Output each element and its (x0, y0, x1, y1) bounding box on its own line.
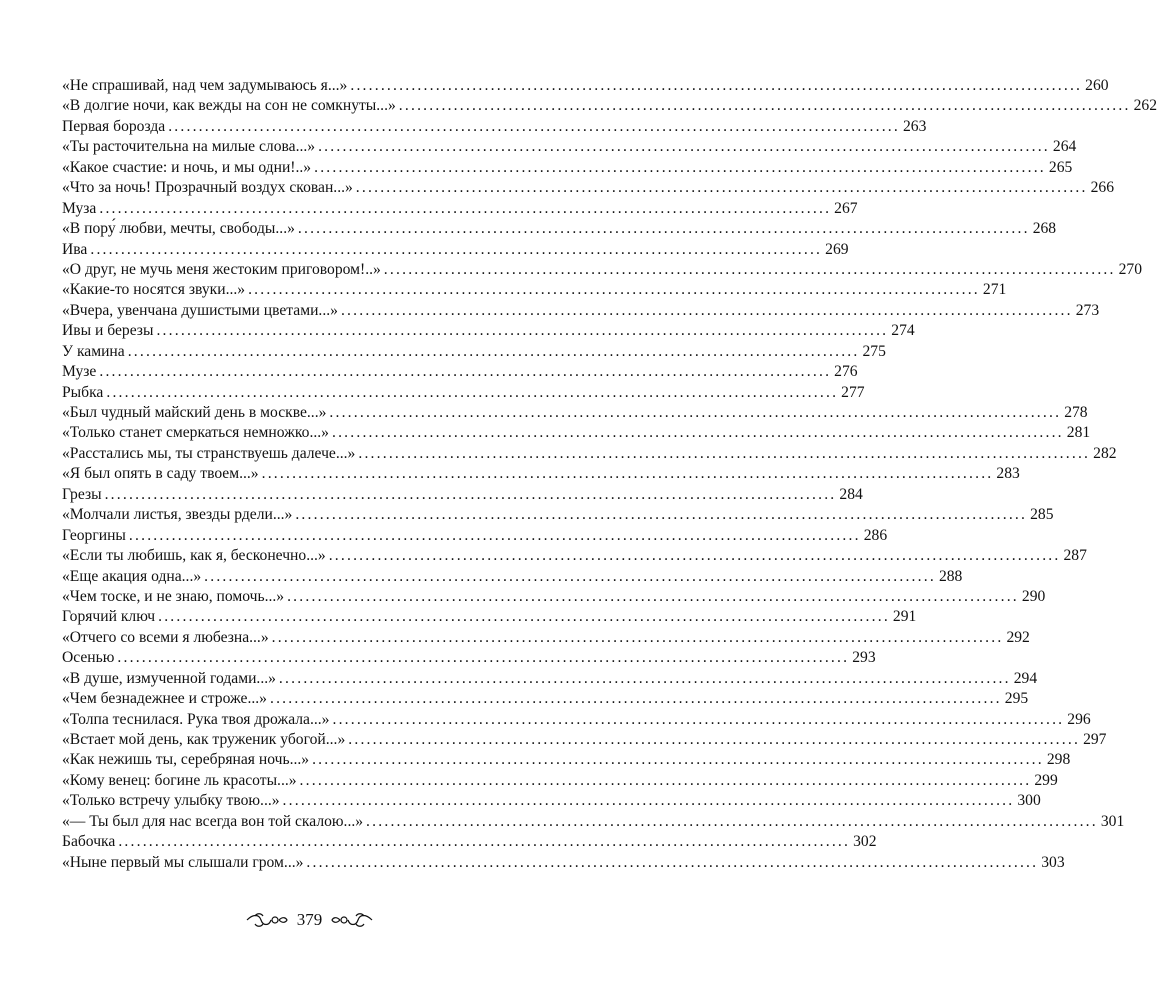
toc-entry (62, 219, 1057, 239)
dot-leader: ........................................................................................................................ (271, 628, 1004, 646)
dot-leader: ........................................................................................................................ (355, 179, 1088, 197)
toc-entry (62, 750, 1071, 770)
toc-entry-title: «Кому венец: богине ль красоты...» (62, 771, 297, 789)
dot-leader: ........................................................................................................................ (350, 77, 1083, 94)
toc-entry-page: 287 (1063, 547, 1087, 565)
toc-entry (62, 76, 1109, 96)
flourish-ornament-icon (330, 912, 374, 928)
toc-entry-page: 266 (1090, 179, 1114, 197)
toc-entry-page: 301 (1100, 812, 1125, 830)
toc-entry (62, 240, 849, 260)
toc-entry-page: 268 (1032, 220, 1057, 238)
toc-entry (62, 526, 888, 546)
dot-leader: ........................................................................................................................ (398, 97, 1131, 115)
toc-entry-title: Музе (62, 363, 97, 381)
toc-entry (62, 812, 1125, 832)
toc-entry-page: 281 (1066, 424, 1091, 442)
dot-leader: ........................................................................................................................ (383, 260, 1116, 278)
toc-entry-title: Грезы (62, 485, 102, 503)
toc-entry-title: «Молчали листья, звезды рдели...» (62, 506, 293, 524)
toc-entry-title: «Чем тоске, и не знаю, помочь...» (62, 587, 285, 605)
dot-leader: ........................................................................................................................ (282, 792, 1015, 810)
toc-entry-title: Георгины (62, 526, 126, 544)
dot-leader: ........................................................................................................................ (117, 649, 850, 667)
dot-leader: ........................................................................................................................ (295, 506, 1028, 524)
toc-entry-page: 265 (1048, 158, 1073, 176)
toc-entry (62, 199, 858, 219)
toc-entry (62, 567, 963, 587)
toc-entry (62, 383, 865, 403)
dot-leader: ........................................................................................................................ (90, 240, 823, 258)
toc-entry-page: 264 (1052, 138, 1077, 156)
dot-leader: ........................................................................................................................ (306, 853, 1039, 871)
dot-leader: ........................................................................................................................ (331, 424, 1064, 442)
toc-entry-page: 296 (1067, 710, 1091, 728)
dot-leader: ........................................................................................................................ (127, 342, 860, 360)
dot-leader: ........................................................................................................................ (106, 383, 839, 401)
dot-leader: ........................................................................................................................ (329, 404, 1062, 421)
toc-entry (62, 280, 1007, 300)
toc-entry (62, 137, 1077, 157)
toc-entry (62, 485, 863, 505)
toc-entry-title: «Какие-то носятся звуки...» (62, 281, 246, 299)
toc-entry-page: 269 (825, 240, 849, 258)
toc-entry-title: «Как нежишь ты, серебряная ночь...» (62, 751, 310, 769)
toc-entry-title: «— Ты был для нас всегда вон той скалою...» (62, 812, 364, 830)
toc-entry-title: «Толпа теснилася. Рука твоя дрожала...» (62, 710, 330, 728)
toc-entry (62, 669, 1038, 689)
dot-leader: ........................................................................................................................ (104, 485, 837, 503)
toc-entry-page: 297 (1083, 731, 1107, 748)
dot-leader: ........................................................................................................................ (168, 117, 900, 135)
dot-leader: ........................................................................................................................ (312, 751, 1044, 769)
dot-leader: ........................................................................................................................ (128, 526, 861, 544)
toc-entry-title: «Ты расточительна на милые слова...» (62, 138, 316, 156)
toc-entry-page: 282 (1093, 444, 1117, 462)
toc-entry-title: Муза (62, 199, 97, 217)
toc-entry-page: 267 (834, 199, 858, 217)
toc-entry-page: 285 (1030, 506, 1054, 524)
toc-entry (62, 423, 1091, 443)
dot-leader: ........................................................................................................................ (99, 363, 832, 381)
toc-entry (62, 689, 1029, 709)
toc-entry (62, 628, 1030, 648)
toc-entry-title: «Что за ночь! Прозрачный воздух скован...» (62, 179, 353, 197)
dot-leader: ........................................................................................................................ (248, 281, 980, 299)
toc-entry-page: 284 (839, 485, 863, 503)
toc-entry (62, 321, 915, 341)
toc-entry (62, 607, 917, 627)
toc-entry-page: 299 (1034, 771, 1058, 789)
dot-leader: ........................................................................................................................ (118, 833, 851, 851)
toc-entry-page: 298 (1046, 751, 1071, 769)
toc-entry-page: 295 (1004, 690, 1029, 708)
toc-entry-page: 276 (834, 363, 858, 381)
toc-entry-page: 278 (1064, 404, 1088, 421)
toc-entry-title: «О друг, не мучь меня жестоким приговором!..» (62, 260, 381, 278)
dot-leader: ........................................................................................................................ (297, 220, 1030, 238)
dot-leader: ........................................................................................................................ (318, 138, 1050, 156)
toc-entry-page: 300 (1017, 792, 1041, 810)
toc-entry-title: «В пору́ любви, мечты, свободы...» (62, 220, 295, 238)
toc-entry (62, 362, 858, 382)
toc-entry (62, 117, 927, 137)
toc-entry-page: 286 (863, 526, 888, 544)
toc-entry-title: «Еще акация одна...» (62, 567, 202, 585)
toc-entry (62, 178, 1114, 198)
toc-entry-page: 273 (1075, 301, 1100, 319)
toc-entry-title: У камина (62, 342, 125, 360)
dot-leader: ........................................................................................................................ (99, 199, 832, 217)
dot-leader: ........................................................................................................................ (299, 771, 1032, 789)
toc-entry-page: 302 (853, 833, 877, 851)
dot-leader: ........................................................................................................................ (204, 567, 936, 585)
toc-entry-title: Горячий ключ (62, 608, 156, 626)
toc-entry-page: 260 (1085, 77, 1109, 94)
dot-leader: ........................................................................................................................ (328, 547, 1061, 565)
toc-entry-title: «Встает мой день, как труженик убогой...» (62, 731, 346, 748)
toc-entry (62, 587, 1046, 607)
toc-entry (62, 403, 1088, 423)
toc-entry-page: 294 (1013, 669, 1038, 687)
toc-entry-title: Ивы и березы (62, 322, 154, 340)
toc-entry-page: 275 (862, 342, 886, 360)
toc-entry (62, 342, 886, 362)
toc-entry-title: «Отчего со всеми я любезна...» (62, 628, 269, 646)
toc-entry (62, 832, 877, 852)
dot-leader: ........................................................................................................................ (332, 710, 1065, 728)
dot-leader: ........................................................................................................................ (158, 608, 890, 626)
toc-entry-title: «Какое счастие: и ночь, и мы одни!..» (62, 158, 312, 176)
toc-entry (62, 648, 876, 668)
flourish-ornament-icon (245, 912, 289, 928)
toc-entry (62, 730, 1107, 750)
toc-entry-title: Первая борозда (62, 117, 166, 135)
toc-entry (62, 301, 1100, 321)
toc-entry (62, 260, 1142, 280)
toc-entry (62, 771, 1058, 791)
toc-entry-page: 263 (903, 117, 927, 135)
toc-entry-title: «Только станет смеркаться немножко...» (62, 424, 329, 442)
toc-entry-title: «В душе, измученной годами...» (62, 669, 276, 687)
toc-entry (62, 710, 1091, 730)
toc-entry (62, 505, 1054, 525)
page-footer (0, 910, 619, 930)
toc-entry (62, 444, 1117, 464)
toc-entry-title: «Ныне первый мы слышали гром...» (62, 853, 304, 871)
toc-entry-page: 271 (982, 281, 1007, 299)
toc-entry-page: 303 (1041, 853, 1065, 871)
dot-leader: ........................................................................................................................ (261, 465, 994, 483)
dot-leader: ........................................................................................................................ (358, 444, 1091, 462)
toc-entry (62, 546, 1087, 566)
toc-entry-page: 293 (852, 649, 876, 667)
toc-entry (62, 853, 1065, 873)
toc-entry-title: «Был чудный майский день в москве...» (62, 404, 327, 421)
dot-leader: ........................................................................................................................ (340, 301, 1073, 319)
dot-leader: ........................................................................................................................ (314, 158, 1046, 176)
toc-entry-title: Рыбка (62, 383, 104, 401)
toc-entry-title: «Только встречу улыбку твою...» (62, 792, 280, 810)
toc-entry-page: 291 (892, 608, 917, 626)
dot-leader: ........................................................................................................................ (348, 731, 1081, 748)
toc-entry-page: 283 (996, 465, 1020, 483)
toc-entry-title: «Не спрашивай, над чем задумываюсь я...» (62, 77, 348, 94)
toc-entry-page: 288 (938, 567, 963, 585)
toc-entry (62, 96, 1157, 116)
dot-leader: ........................................................................................................................ (366, 812, 1098, 830)
toc-entry-page: 292 (1006, 628, 1030, 646)
toc-entry-page: 277 (841, 383, 865, 401)
toc-entry-title: «Я был опять в саду твоем...» (62, 465, 259, 483)
page-number: 379 (296, 910, 323, 929)
toc-entry (62, 158, 1073, 178)
toc-entry-title: «Вчера, увенчана душистыми цветами...» (62, 301, 338, 319)
toc-entry-title: Бабочка (62, 833, 116, 851)
toc-entry-title: «Расстались мы, ты странствуешь далече...» (62, 444, 356, 462)
dot-leader: ........................................................................................................................ (156, 322, 889, 340)
toc-entry-page: 262 (1133, 97, 1157, 115)
toc-entry-page: 270 (1118, 260, 1142, 278)
toc-entry (62, 464, 1020, 484)
toc-entry-title: «Чем безнадежнее и строже...» (62, 690, 267, 708)
toc-entry-page: 290 (1021, 587, 1046, 605)
dot-leader: ........................................................................................................................ (278, 669, 1011, 687)
toc-entry-page: 274 (891, 322, 915, 340)
toc-entry-title: Осенью (62, 649, 115, 667)
dot-leader: ........................................................................................................................ (287, 587, 1019, 605)
dot-leader: ........................................................................................................................ (269, 690, 1002, 708)
toc-entry-title: «Если ты любишь, как я, бесконечно...» (62, 547, 326, 565)
toc-entry-title: «В долгие ночи, как вежды на сон не сомкнуты...» (62, 97, 396, 115)
toc-entry-title: Ива (62, 240, 88, 258)
toc-entry (62, 791, 1041, 811)
table-of-contents (62, 76, 1157, 873)
